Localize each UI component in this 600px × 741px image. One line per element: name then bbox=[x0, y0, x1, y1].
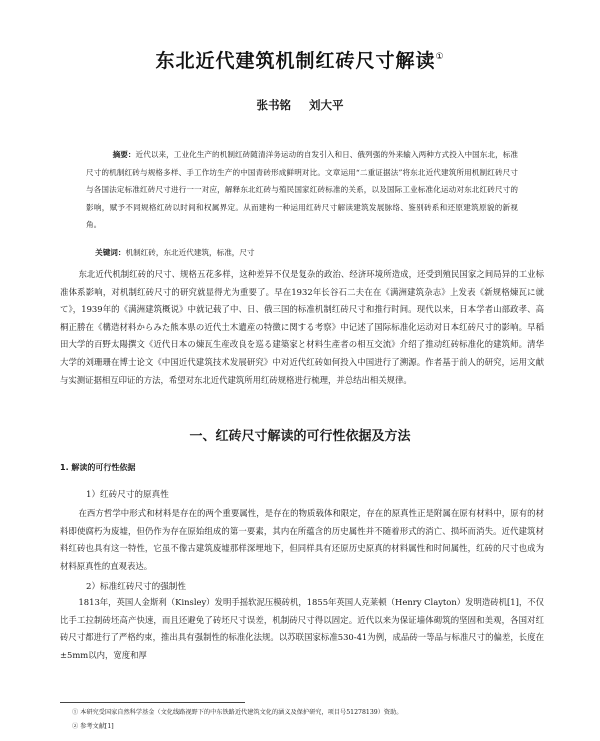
abstract-text: 近代以来，工业化生产的机制红砖随清洋务运动的自发引入和日、俄列强的外来输入两种方式投入中国东北，标准尺寸的机制红砖与规格多样、手工作坊生产的中国青砖形成鲜明对比。文章运用“二重证据法”将东北近代建筑所用机制红砖尺寸与各国法定标准红砖尺寸进行一一对应，解释东北红砖与殖民国家红砖标准的关系，以及国际工业标准化运动对东北红砖尺寸的影响，赋予不同规格红砖以时间和权属界定。从而建构一种运用红砖尺寸解读建筑发展脉络、鉴别砖系和还原建筑原貌的新视角。 bbox=[86, 150, 518, 230]
abstract bbox=[86, 146, 518, 234]
keywords-text: 机制红砖，东北近代建筑，标准，尺寸 bbox=[125, 248, 255, 257]
keywords-label: 关键词： bbox=[95, 248, 126, 257]
title-footnote-mark: ① bbox=[435, 52, 445, 62]
section-heading: 一、红砖尺寸解读的可行性依据及方法 bbox=[189, 429, 411, 444]
body-paragraph-mandatory: 1813年，英国人金斯利（Kinsley）发明手摇软泥压模砖机，1855年英国人克莱顿（Henry Clayton）发明造砖机[1]，不仅比手工拉制砖坯高产快速，而且还避免了砖坯尺寸误差，机制砖尺寸得以固定。近代以来为保证墙体砌筑的坚固和美观，各国对红砖尺寸都进行了严格约束，推出具有强制性的标准化法规。以苏联国家标准530-41为例，成品砖一等品与标准尺寸的偏差，长度在±5mm以内，宽度和厚 bbox=[60, 597, 544, 660]
authors: 张书铭 刘大平 bbox=[256, 98, 344, 112]
item-heading-authenticity: 1）红砖尺寸的原真性 bbox=[86, 490, 169, 500]
subsection-heading: 1. 解读的可行性依据 bbox=[60, 463, 136, 472]
paper-title bbox=[0, 46, 600, 73]
footnote-1: ① 本研究受国家自然科学基金（文化线路视野下的中东铁路近代建筑文化的涵义及保护研究，项目号51278139）资助。 bbox=[72, 709, 403, 716]
abstract-label: 摘要： bbox=[112, 150, 136, 159]
footnote-divider bbox=[60, 702, 245, 703]
keywords bbox=[86, 247, 518, 259]
item-heading-mandatory: 2）标准红砖尺寸的强制性 bbox=[86, 582, 186, 592]
footnote-2: ② 参考文献[1] bbox=[72, 723, 114, 730]
body-paragraph-authenticity: 在西方哲学中形式和材料是存在的两个重要属性，是存在的物质载体和限定，存在的原真性正是附属在原有材料中，原有的材料即使腐朽为废墟，但仍作为存在原始组成的第一要素，其内在所蕴含的历史属性并不随着形式的消亡、损坏而消失。近代建筑材料红砖也具有这一特性，它虽不像古建筑废墟那样深埋地下，但同样具有还原历史原真的材料属性和时间属性，红砖的尺寸也成为材料原真性的直观表达。 bbox=[60, 508, 544, 571]
intro-paragraph: 东北近代机制红砖的尺寸、规格五花多样，这种差异不仅是复杂的政治、经济环境所造成，还受到殖民国家之间局异的工业标准体系影响，对机制红砖尺寸的研究就显得尤为重要了。早在1932年长谷石二夫在在《满洲建筑杂志》上发表《新规格煉瓦に就て》，1939年的《满洲建筑概说》中就记载了中、日、俄三国的标准机制红砖尺寸和推行时间。现代以来，日本学者山部政孝、高桐正勝在《構造材料からみた熊本県の近代土木遺産の特徴に関する考察》中记述了国际标准化运动对日本红砖尺寸的影响。早稻田大学的百野太陽撰文《近代日本の煉瓦生産改良を巡る建築家と材料生產者の相互交流》介绍了推动红砖标准化的建筑师。清华大学的刘珊珊在博士论文《中国近代建筑技术发展研究》中对近代红砖如何投入中国进行了溯源。作者基于前人的研究，运用文献与实测证据相互印证的方法，希望对东北近代建筑所用红砖规格进行梳理，并总结出相关规律。 bbox=[60, 269, 544, 385]
title-text: 东北近代建筑机制红砖尺寸解读 bbox=[155, 50, 436, 72]
